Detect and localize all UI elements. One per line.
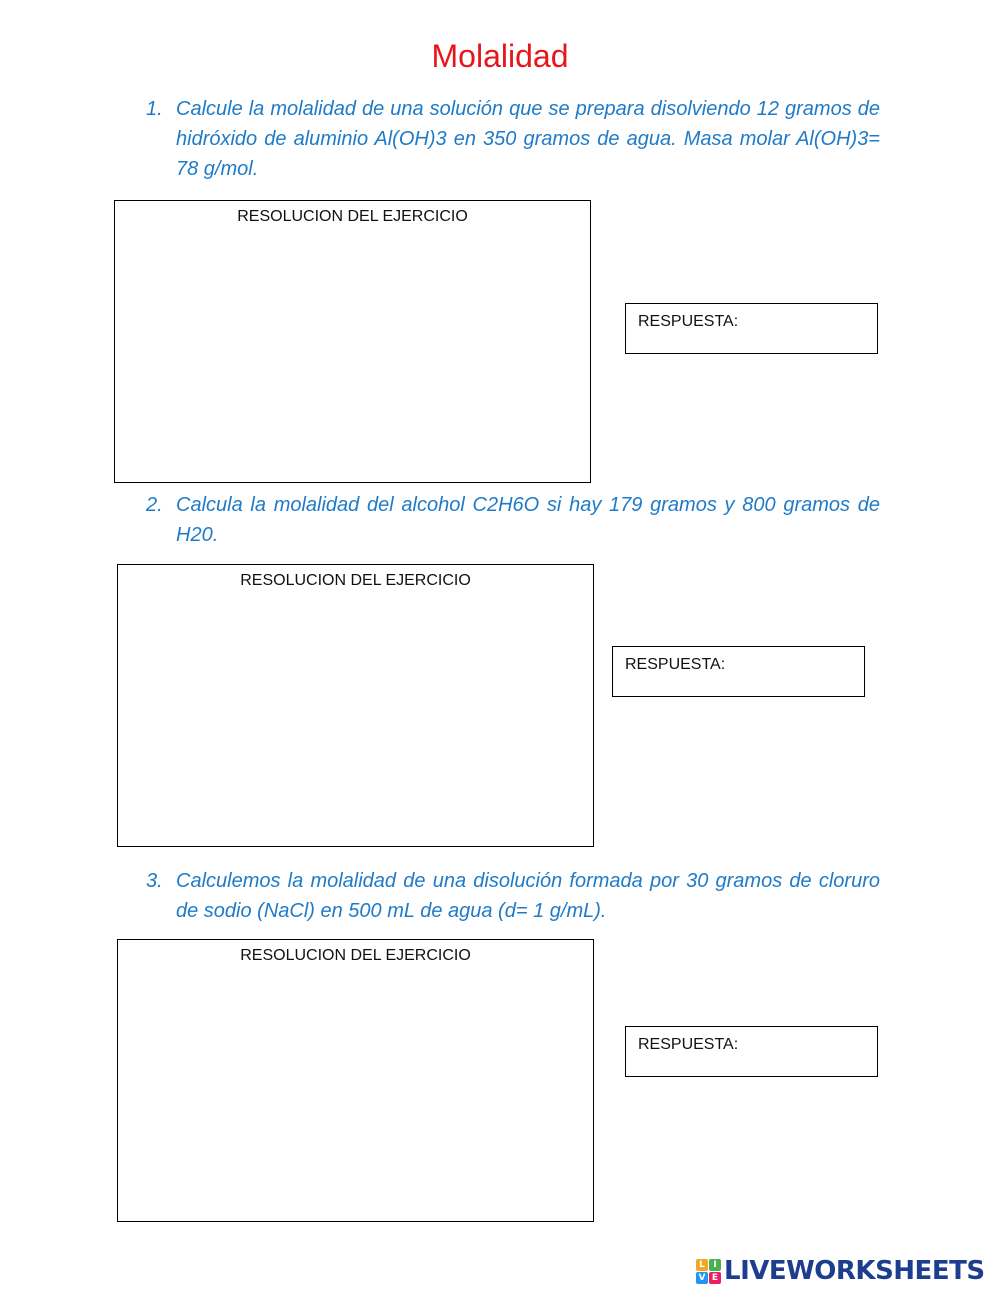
liveworksheets-logo[interactable] <box>696 1255 985 1287</box>
work-box-1[interactable] <box>114 200 591 483</box>
answer-label: RESPUESTA: <box>638 1036 739 1053</box>
logo-icon-tile: V <box>696 1272 708 1284</box>
question-number: 3. <box>146 870 163 892</box>
liveworksheets-logo-icon <box>696 1259 721 1284</box>
work-box-label: RESOLUCION DEL EJERCICIO <box>240 572 471 589</box>
question-number: 2. <box>146 494 163 516</box>
question-text: Calculemos la molalidad de una disolución formada por 30 gramos de cloruro de sodio (NaCl) en 500 mL de agua (d= 1 g/mL). <box>176 870 880 922</box>
answer-box-2[interactable] <box>612 646 865 697</box>
question-text: Calcula la molalidad del alcohol C2H6O si hay 179 gramos y 800 gramos de H20. <box>176 494 880 546</box>
question-3 <box>146 866 880 926</box>
work-box-label: RESOLUCION DEL EJERCICIO <box>237 208 468 225</box>
work-box-2[interactable] <box>117 564 594 847</box>
answer-box-3[interactable] <box>625 1026 878 1077</box>
answer-box-1[interactable] <box>625 303 878 354</box>
answer-label: RESPUESTA: <box>625 656 726 673</box>
work-box-label: RESOLUCION DEL EJERCICIO <box>240 947 471 964</box>
question-number: 1. <box>146 98 163 120</box>
logo-text: LIVEWORKSHEETS <box>724 1256 985 1286</box>
logo-icon-tile: I <box>709 1259 721 1271</box>
logo-icon-tile: L <box>696 1259 708 1271</box>
logo-icon-tile: E <box>709 1272 721 1284</box>
work-box-3[interactable] <box>117 939 594 1222</box>
question-2 <box>146 490 880 550</box>
answer-label: RESPUESTA: <box>638 313 739 330</box>
question-1 <box>146 94 880 184</box>
question-text: Calcule la molalidad de una solución que se prepara disolviendo 12 gramos de hidróxido de aluminio Al(OH)3 en 350 gramos de agua. Masa molar Al(OH)3= 78 g/mol. <box>176 98 880 180</box>
worksheet-title: Molalidad <box>431 38 569 74</box>
